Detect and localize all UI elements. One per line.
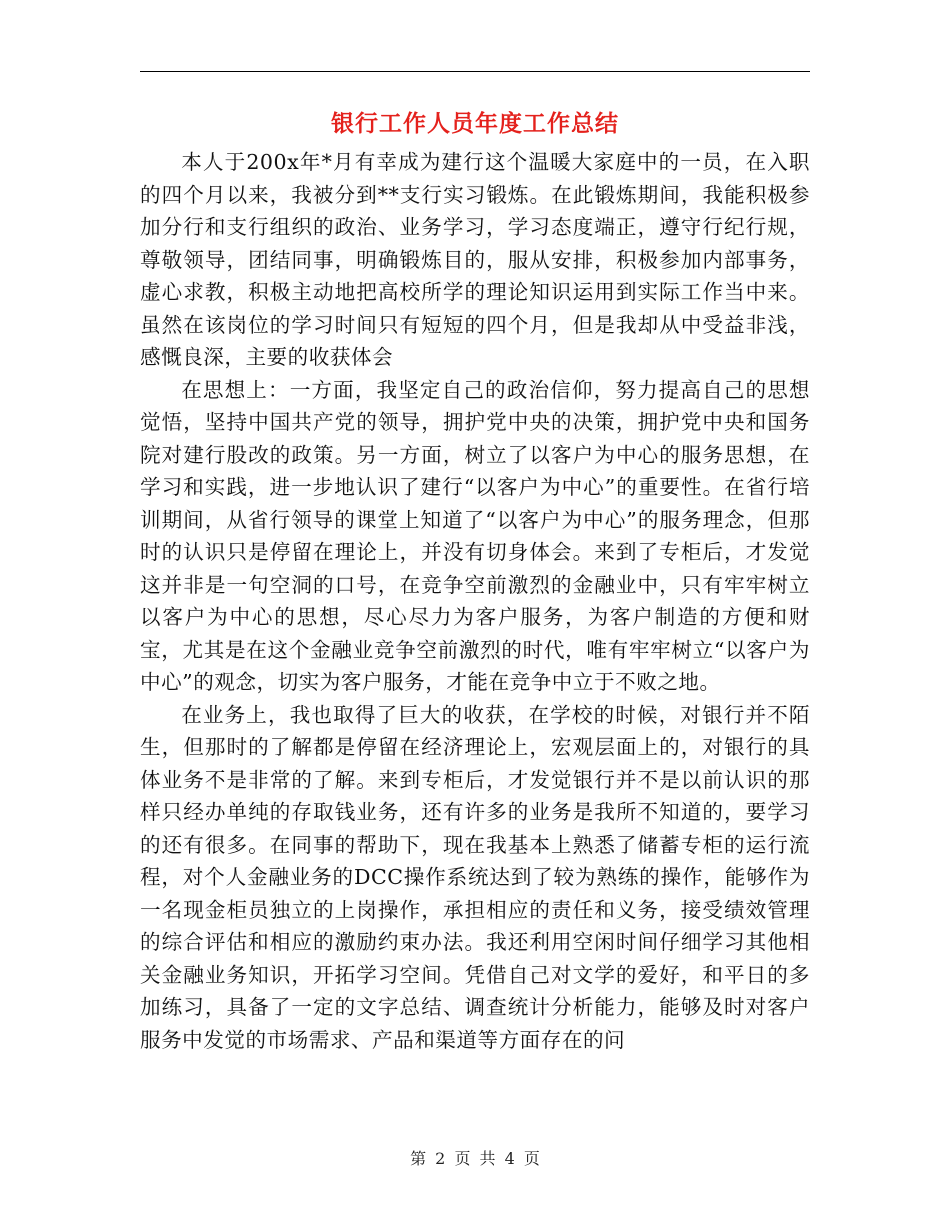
- header-rule: [140, 71, 810, 72]
- paragraph-business: 在业务上，我也取得了巨大的收获，在学校的时候，对银行并不陌生，但那时的了解都是停留在经济理论上，宏观层面上的，对银行的具体业务不是非常的了解。来到专柜后，才发觉银行并不是以前认识的那样只经办单纯的存取钱业务，还有许多的业务是我所不知道的，要学习的还有很多。在同事的帮助下，现在我基本上熟悉了储蓄专柜的运行流程，对个人金融业务的DCC操作系统达到了较为熟练的操作，能够作为一名现金柜员独立的上岗操作，承担相应的责任和义务，接受绩效管理的综合评估和相应的激励约束办法。我还利用空闲时间仔细学习其他相关金融业务知识，开拓学习空间。凭借自己对文学的爱好，和平日的多加练习，具备了一定的文字总结、调查统计分析能力，能够及时对客户服务中发觉的市场需求、产品和渠道等方面存在的问: [140, 702, 810, 1052]
- page-number-footer: 第 2 页 共 4 页: [410, 1149, 540, 1168]
- document-body: [140, 146, 810, 1056]
- paragraph-ideology: 在思想上：一方面，我坚定自己的政治信仰，努力提高自己的思想觉悟，坚持中国共产党的领导，拥护党中央的决策，拥护党中央和国务院对建行股改的政策。另一方面，树立了以客户为中心的服务思想，在学习和实践，进一步地认识了建行“以客户为中心”的重要性。在省行培训期间，从省行领导的课堂上知道了“以客户为中心”的服务理念，但那时的认识只是停留在理论上，并没有切身体会。来到了专柜后，才发觉这并非是一句空洞的口号，在竞争空前激烈的金融业中，只有牢牢树立以客户为中心的思想，尽心尽力为客户服务，为客户制造的方便和财宝，尤其是在这个金融业竞争空前激烈的时代，唯有牢牢树立“以客户为中心”的观念，切实为客户服务，才能在竞争中立于不败之地。: [140, 377, 810, 694]
- paragraph-intro: 本人于200x年*月有幸成为建行这个温暖大家庭中的一员，在入职的四个月以来，我被分到**支行实习锻炼。在此锻炼期间，我能积极参加分行和支行组织的政治、业务学习，学习态度端正，遵守行纪行规，尊敬领导，团结同事，明确锻炼目的，服从安排，积极参加内部事务，虚心求教，积极主动地把高校所学的理论知识运用到实际工作当中来。虽然在该岗位的学习时间只有短短的四个月，但是我却从中受益非浅，感慨良深，主要的收获体会: [140, 150, 810, 369]
- document-title: 银行工作人员年度工作总结: [331, 110, 619, 137]
